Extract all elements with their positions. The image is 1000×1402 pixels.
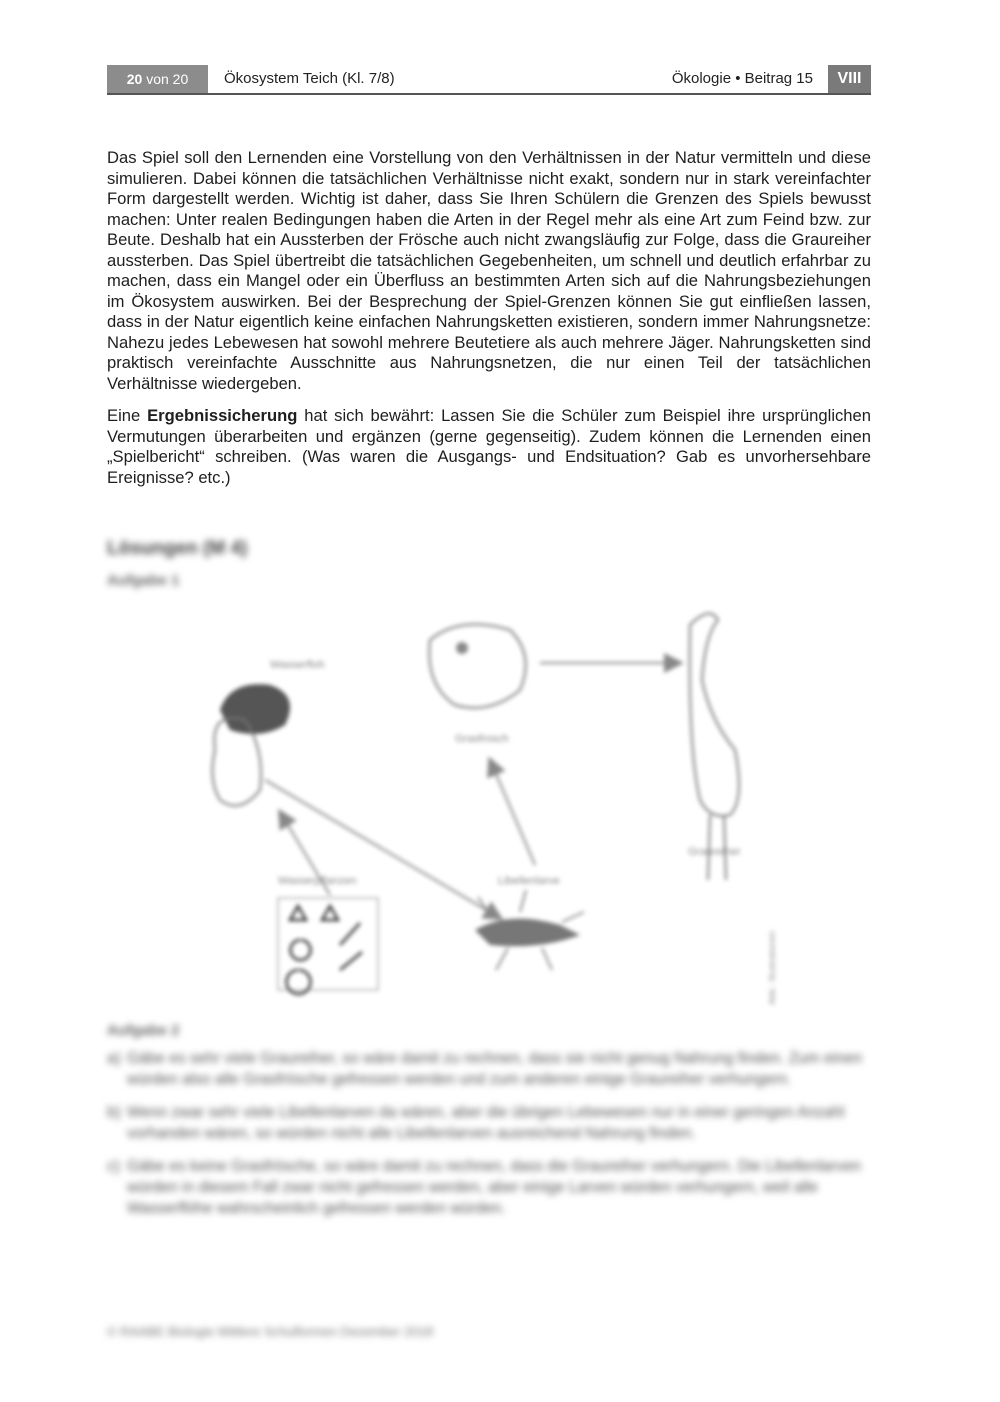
task2-label: Aufgabe 2: [107, 1022, 180, 1039]
task2-answers: [107, 1048, 871, 1231]
paragraph-results: Eine Ergebnissicherung hat sich bewährt: Lassen Sie die Schüler zum Beispiel ihre ursprünglichen Vermutungen überarbeiten und ergänzen (gerne gegenseitig). Zudem können die Lernenden einen „Spielbericht“ schreiben. (Was waren die Ausgangs- und Endsituation? Gab es unvorhersehbare Ereignisse? etc.): [107, 406, 871, 487]
document-title: Ökosystem Teich (Kl. 7/8): [224, 70, 395, 87]
label-frog: Grasfrosch: [455, 733, 509, 745]
food-web-diagram: [190, 600, 810, 1020]
frog-illustration: [429, 624, 525, 707]
arrow-larva-to-frog: [490, 760, 535, 865]
page-footer: © RAABE Biologie Mittlere Schulformen Dezember 2018: [107, 1324, 434, 1339]
series-label: Ökologie • Beitrag 15: [671, 70, 813, 87]
solutions-heading: Lösungen (M 4): [107, 538, 248, 559]
body-text: [107, 148, 871, 488]
answer-item: a) Gäbe es sehr viele Graureiher, so wäre damit zu rechnen, dass sie nicht genug Nahrung finden. Zum einen würden also alle Grasfrösche gefressen werden und zum anderen einige Graureiher verhungern.: [107, 1050, 862, 1088]
label-heron: Graureiher: [688, 846, 741, 858]
label-water-flea: Wasserfloh: [270, 659, 325, 671]
answer-item: c) Gäbe es keine Grasfrösche, so wäre damit zu rechnen, dass die Graureiher verhungern. Die Libellenlarven würden in diesem Fall zwar nicht gefressen werden, aber einige Larven würden verhungern, weil alle Wasserflöhe wahrscheinlich gefressen werden würden.: [107, 1158, 862, 1217]
answer-item: b) Wenn zwar sehr viele Libellenlarven da wären, aber die übrigen Lebewesen nur in einer geringen Anzahl vorhanden wären, so würden nicht alle Libellenlarven ausreichend Nahrung finden.: [107, 1104, 845, 1142]
paragraph-game-limits: Das Spiel soll den Lernenden eine Vorstellung von den Verhältnissen in der Natur vermitteln und diese simulieren. Dabei können die tatsächlichen Verhältnisse nicht exakt, sondern nur in stark vereinfachter Form dargestellt werden. Wichtig ist daher, dass Sie Ihren Schülern die Grenzen des Spiels bewusst machen: Unter realen Bedingungen haben die Arten in der Regel mehr als eine Art zum Feind bzw. zur Beute. Deshalb hat ein Aussterben der Frösche auch nicht zwangsläufig zur Folge, dass die Graureiher aussterben. Das Spiel übertreibt die tatsächlichen Gegebenheiten, um schnell und deutlich erfahrbar zu machen, dass ein Mangel oder ein Überfluss an bestimmten Arten sich auf die Nahrungsbeziehungen im Ökosystem auswirken. Bei der Besprechung der Spiel-Grenzen können Sie gut einfließen lassen, dass in der Natur eigentlich keine einfachen Nahrungsketten existieren, sondern immer Nahrungsnetze: Nahezu jedes Lebewesen hat sowohl mehrere Beutetiere als auch mehrere Jäger. Nahrungsketten sind praktisch vereinfachte Ausschnitte aus Nahrungsnetzen, die nur einen Teil der tatsächlichen Verhältnisse wiedergeben.: [107, 148, 871, 393]
heron-illustration: [690, 614, 739, 880]
label-water-plants: Wasserpflanzen: [278, 875, 357, 887]
page-number-badge: 20 von 20: [107, 65, 208, 93]
task1-label: Aufgabe 1: [107, 572, 180, 589]
page-header: [107, 65, 871, 95]
image-credit: Abb.: Illustrationen: [767, 930, 777, 1005]
chapter-roman-badge: VIII: [828, 65, 871, 93]
arrow-flea-to-larva: [265, 780, 500, 918]
label-dragonfly-larva: Libellenlarve: [498, 875, 560, 887]
water-plants-illustration: [278, 898, 378, 994]
results-keyword: Ergebnissicherung: [147, 406, 298, 425]
dragonfly-larva-illustration: [475, 890, 584, 970]
